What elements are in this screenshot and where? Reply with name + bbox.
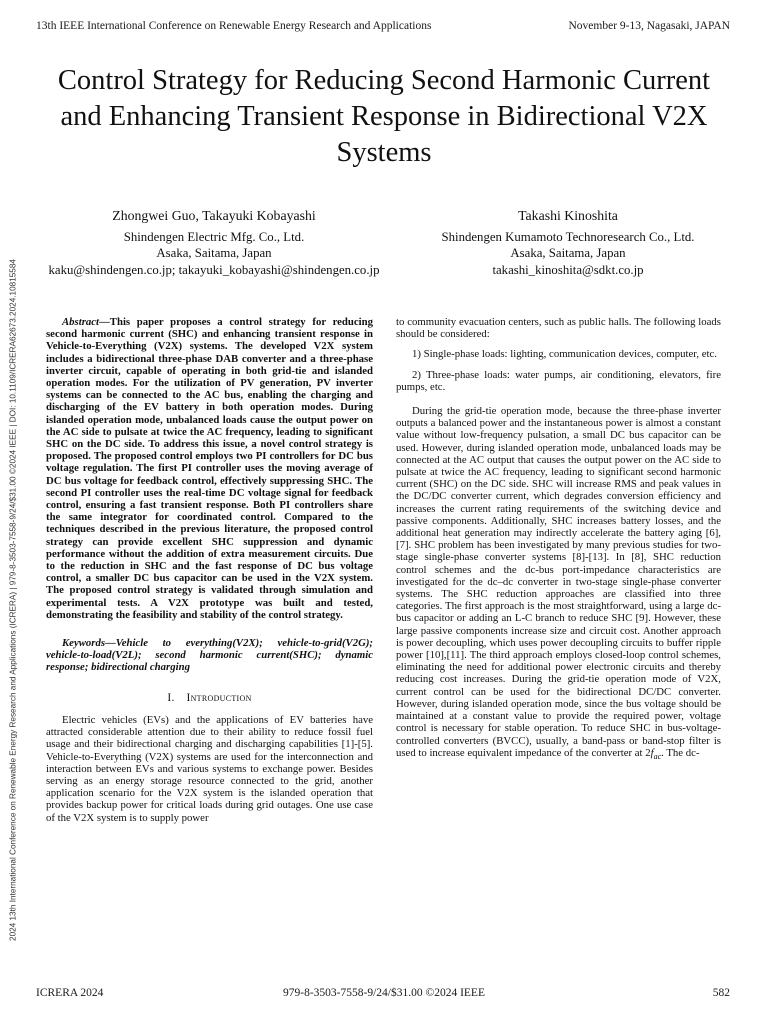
author-affiliation: Shindengen Electric Mfg. Co., Ltd. (123, 229, 305, 244)
author-location: Asaka, Saitama, Japan (156, 246, 272, 260)
paragraph-grid-tie-text: During the grid-tie operation mode, because the three-phase inverter outputs a balanced power and the instantaneous power is almost a constant value without low-frequency pulsation, a small DC bus capacitor can be used. However, during islanded operation mode, unbalanced loads may be connected at the AC output that causes the output power on the AC side to pulsate at twice the AC frequency, leading to significant second harmonic current (SHC) on the DC side. SHC will increase RMS and peak values in the DC/DC converter current, which degrades conversion efficiency and increases the current rating requirements of the switching device and passive components. Additionally, SHC increases battery losses, and the additional heat generation may indirectly accelerate the battery aging [6], [7]. SHC problem has been investigated by many previous studies for two-stage single-phase converter systems [8]-[13]. In [8], SHC reduction control schemes and the dc-bus port-impedance characteristics are investigated for the dc–dc converter in two-stage single-phase converter systems. The SHC reduction approaches are classified into three categories. The first approach is the most straightforward, using a large dc-bus capacitor or adding an L-C branch to reduce SHC [9]. However, these large passive components increase size and circuit cost. Another approach is power decoupling, which uses power decoupling circuits to buffer ripple power [10],[11]. The third approach employs closed-loop control schemes, eliminating the need for additional power electronic circuits and thereby reducing cost increases. During the grid-tie operation mode of V2X, current control can be used for the bidirectional DC/DC converter. However, during islanded operation mode, since the bus voltage should be maintained at a constant value to provide the required power, voltage control is necessary for stable operation. To reduce SHC in bus-voltage-controlled converters (BVCC), usually, a band-pass or band-stop filter is used to increase equivalent impedance of the converter at 2 (396, 405, 721, 759)
paragraph-grid-tie (396, 405, 721, 763)
intro-paragraph: Electric vehicles (EVs) and the applications of EV batteries have attracted considerable attention due to their ability to reduce fossil fuel usage and their bidirectional charging and discharging capabilities [1]-[5]. Vehicle-to-Everything (V2X) systems are used for the interconnection and interaction between EVs and various systems to exchange power. Besides serving as an energy storage resource connected to the grid, another application scenario for the V2X system is the islanded operation that provides backup power for critical loads during grid outages. One use case of the V2X system is to supply power (46, 713, 373, 824)
list-item-three-phase: 2) Three-phase loads: water pumps, air conditioning, elevators, fire pumps, etc. (396, 368, 721, 393)
paragraph-end: . The dc- (661, 746, 700, 759)
section-heading-introduction (46, 692, 373, 704)
author-block-right (408, 208, 728, 278)
paper-title: Control Strategy for Reducing Second Harmonic Current and Enhancing Transient Response in Bidirectional V2X Systems (57, 65, 711, 168)
sidebar-citation-text: 2024 13th International Conference on Renewable Energy Research and Applications (ICRERA) | 979-8-3503-7558-9/24/$31.00 ©2024 IEEE | DOI: 10.1109/ICRERA62673.2024.10815584 (8, 259, 18, 941)
author-email: takashi_kinoshita@sdkt.co.jp (492, 262, 644, 277)
section-number: I. (167, 691, 175, 704)
author-names: Zhongwei Guo, Takayuki Kobayashi (112, 208, 316, 223)
footer-conference: ICRERA 2024 (36, 987, 104, 999)
list-item-single-phase: 1) Single-phase loads: lighting, communication devices, computer, etc. (412, 348, 717, 361)
abstract-text: —This paper proposes a control strategy for reducing second harmonic current (SHC) and enhancing transient response in Vehicle-to-Everything (V2X) systems. The developed V2X system includes a bidirectional three-phase DAB converter and a three-phase inverter circuit, capable of operating in both grid-tie and islanded operation modes. For the utilization of PV generation, PV inverter systems can be connected to the AC bus, enabling the charging and discharging of the EV battery in both operation modes. During islanded operation mode, unbalanced loads cause the output power on the AC side to pulsate at twice the AC frequency, leading to significant SHC on the DC side. To address this issue, a novel control strategy is proposed. The proposed control employs two PI controllers for DC bus voltage regulation. The first PI controller uses the moving average of DC bus voltage for feedback control, effectively suppressing SHC. The second PI controller uses the real-time DC voltage signal for feedback control, ensuring a fast transient response. Both PI controllers share the same integrator for coordinated control. Compared to the techniques described in the previous literature, the proposed control strategy can provide excellent SHC suppression and dynamic performance without the addition of extra measurement circuits. Due to the reduction in SHC and the fast response of DC bus voltage control, a smaller DC bus capacitor can be used in the V2X system. The proposed control strategy is validated through simulation and experimental tests. A V2X prototype was built and tested, demonstrating the feasibility and stability of the control strategy. (46, 316, 373, 621)
author-location: Asaka, Saitama, Japan (510, 246, 626, 260)
right-column (396, 316, 721, 763)
section-title-rest: ntroduction (190, 691, 252, 704)
abstract-label: Abstract (62, 316, 100, 328)
left-column (46, 316, 373, 824)
section-first-letter: I (186, 691, 191, 704)
abstract (46, 316, 373, 621)
date-location-header: November 9-13, Nagasaki, JAPAN (568, 20, 730, 32)
page-number: 582 (712, 987, 730, 999)
paragraph-continued: to community evacuation centers, such as public halls. The following loads should be considered: (396, 316, 721, 341)
author-block-left (28, 208, 400, 278)
author-names: Takashi Kinoshita (518, 208, 618, 223)
sidebar-citation (2, 215, 24, 985)
math-f: f (650, 746, 654, 759)
author-email: kaku@shindengen.co.jp; takayuki_kobayashi@shindengen.co.jp (48, 262, 380, 277)
author-affiliation: Shindengen Kumamoto Technoresearch Co., Ltd. (441, 229, 695, 244)
keywords: Keywords—Vehicle to everything(V2X); vehicle-to-grid(V2G); vehicle-to-load(V2L); second harmonic current(SHC); dynamic response; bidirectional charging (46, 637, 373, 674)
conference-header: 13th IEEE International Conference on Renewable Energy Research and Applications (36, 20, 432, 32)
math-subscript: ac (653, 751, 662, 761)
footer-copyright: 979-8-3503-7558-9/24/$31.00 ©2024 IEEE (283, 987, 485, 999)
